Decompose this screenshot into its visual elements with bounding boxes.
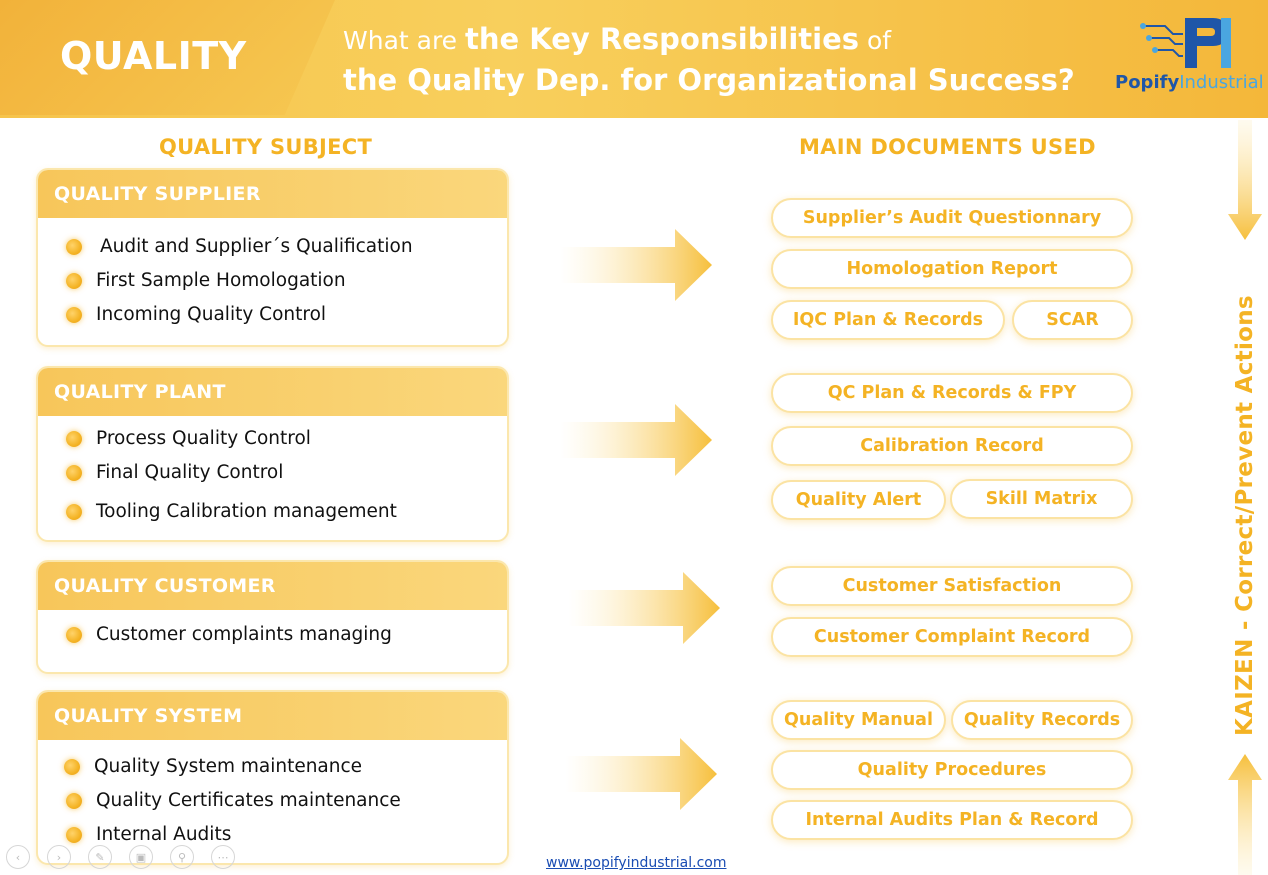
arrow-right-icon xyxy=(565,738,720,810)
doc-pill-skill-matrix: Skill Matrix xyxy=(950,479,1133,519)
list-item-label: Audit and Supplier´s Qualification xyxy=(100,236,413,257)
logo-text-popify: Popify xyxy=(1115,72,1180,93)
question-line-1 xyxy=(343,20,1075,60)
list-item-label: Tooling Calibration management xyxy=(96,501,397,522)
doc-pill-quality-alert: Quality Alert xyxy=(771,480,946,520)
presentation-toolbar xyxy=(6,845,235,869)
question-part-2: the Key Responsibilities xyxy=(465,22,860,56)
bullet-icon xyxy=(66,431,82,447)
bullet-icon xyxy=(66,627,82,643)
arrow-right-icon xyxy=(568,572,723,644)
subject-card-customer xyxy=(36,560,509,674)
doc-pill-customer-complaint: Customer Complaint Record xyxy=(771,617,1133,657)
bullet-icon xyxy=(66,465,82,481)
question-part-1: What are xyxy=(343,26,466,55)
arrow-right-icon xyxy=(560,404,715,476)
list-item xyxy=(66,790,401,811)
card-title: QUALITY CUSTOMER xyxy=(38,562,507,610)
doc-pill-quality-records: Quality Records xyxy=(951,700,1133,740)
pen-icon[interactable]: ✎ xyxy=(88,845,112,869)
zoom-icon[interactable]: ⚲ xyxy=(170,845,194,869)
list-item xyxy=(66,624,392,645)
bullet-icon xyxy=(66,307,82,323)
header-question xyxy=(343,20,1075,100)
bullet-icon xyxy=(66,793,82,809)
documents-column-heading: MAIN DOCUMENTS USED xyxy=(799,135,1096,159)
prev-icon[interactable]: ‹ xyxy=(6,845,30,869)
list-item xyxy=(66,824,231,845)
slides-icon[interactable]: ▣ xyxy=(129,845,153,869)
question-line-2: the Quality Dep. for Organizational Success? xyxy=(343,63,1075,97)
list-item xyxy=(66,501,397,522)
bullet-icon xyxy=(66,273,82,289)
list-item xyxy=(66,304,326,325)
list-item-label: Internal Audits xyxy=(96,824,232,845)
card-title: QUALITY SUPPLIER xyxy=(38,170,507,218)
list-item-label: Quality System maintenance xyxy=(94,756,363,777)
kaizen-label: KAIZEN - Correct/Prevent Actions xyxy=(1232,295,1258,736)
question-part-3: of xyxy=(859,26,892,55)
list-item-label: Process Quality Control xyxy=(96,428,311,449)
doc-pill-qc-plan: QC Plan & Records & FPY xyxy=(771,373,1133,413)
list-item xyxy=(66,462,283,483)
doc-pill-quality-manual: Quality Manual xyxy=(771,700,946,740)
header-banner xyxy=(0,0,1268,118)
logo-mark-icon xyxy=(1135,14,1235,72)
list-item xyxy=(66,236,413,257)
doc-pill-scar: SCAR xyxy=(1012,300,1133,340)
doc-pill-calibration: Calibration Record xyxy=(771,426,1133,466)
doc-pill-homologation: Homologation Report xyxy=(771,249,1133,289)
doc-pill-customer-satisfaction: Customer Satisfaction xyxy=(771,566,1133,606)
section-title: QUALITY xyxy=(60,34,247,78)
doc-pill-iqc: IQC Plan & Records xyxy=(771,300,1005,340)
website-link[interactable]: www.popifyindustrial.com xyxy=(546,855,727,871)
list-item xyxy=(66,428,311,449)
card-title: QUALITY SYSTEM xyxy=(38,692,507,740)
subject-card-system xyxy=(36,690,509,865)
subject-card-plant xyxy=(36,366,509,542)
list-item-label: Customer complaints managing xyxy=(96,624,392,645)
arrow-right-icon xyxy=(560,229,715,301)
doc-pill-supplier-audit: Supplier’s Audit Questionnary xyxy=(771,198,1133,238)
list-item-label: First Sample Homologation xyxy=(96,270,346,291)
list-item-label: Quality Certificates maintenance xyxy=(96,790,401,811)
list-item xyxy=(64,756,362,777)
bullet-icon xyxy=(66,504,82,520)
card-title: QUALITY PLANT xyxy=(38,368,507,416)
list-item xyxy=(66,270,346,291)
bullet-icon xyxy=(66,827,82,843)
subject-card-supplier xyxy=(36,168,509,347)
logo-text xyxy=(1115,72,1264,93)
doc-pill-internal-audits: Internal Audits Plan & Record xyxy=(771,800,1133,840)
bullet-icon xyxy=(66,239,82,255)
list-item-label: Final Quality Control xyxy=(96,462,284,483)
list-item-label: Incoming Quality Control xyxy=(96,304,327,325)
doc-pill-quality-procedures: Quality Procedures xyxy=(771,750,1133,790)
bullet-icon xyxy=(64,759,80,775)
logo-text-industrial: Industrial xyxy=(1179,72,1264,93)
more-icon[interactable]: ⋯ xyxy=(211,845,235,869)
subject-column-heading: QUALITY SUBJECT xyxy=(159,135,373,159)
next-icon[interactable]: › xyxy=(47,845,71,869)
brand-logo xyxy=(1115,14,1265,96)
